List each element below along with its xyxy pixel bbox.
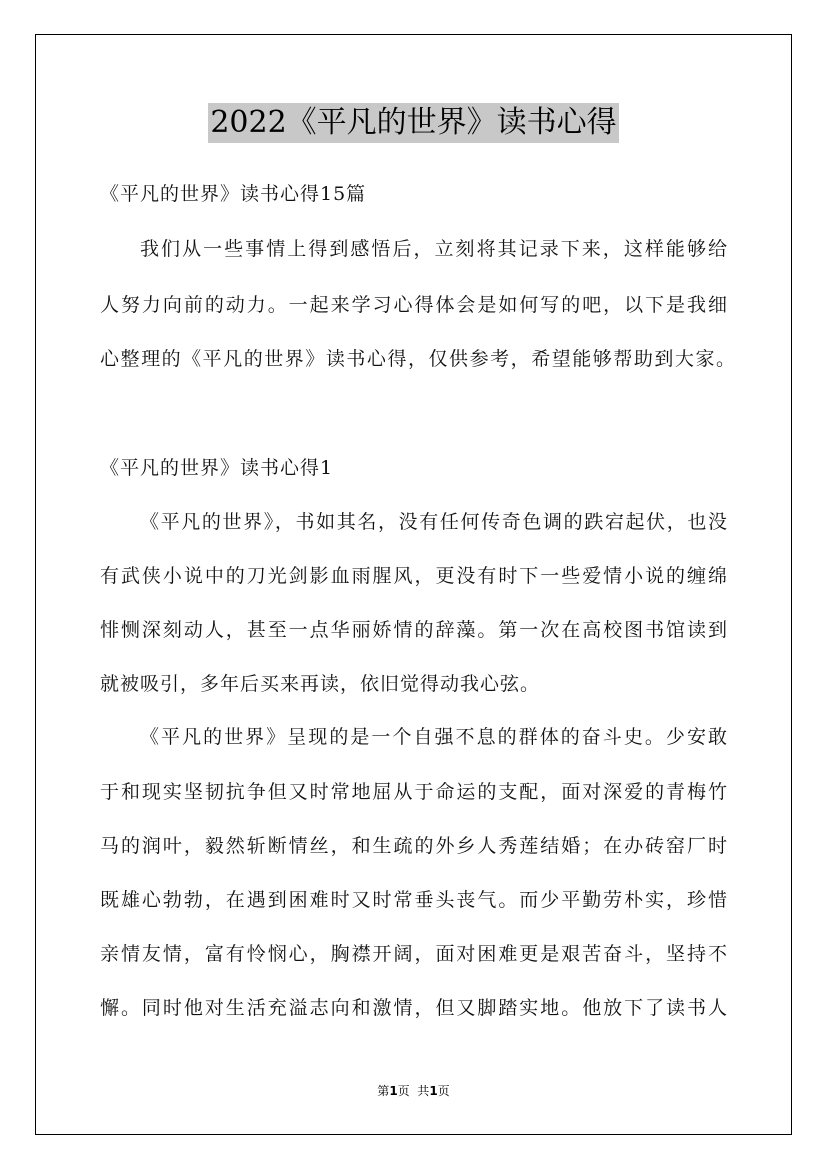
intro-line-1: 我们从一些事情上得到感悟后，立刻将其记录下来，这样能够给: [140, 238, 728, 260]
paragraph2-line-1: 《平凡的世界》呈现的是一个自强不息的群体的奋斗史。少安敢: [140, 726, 728, 748]
paragraph1-line-4: 就被吸引，多年后买来再读，依旧觉得动我心弦。: [100, 673, 541, 695]
paragraph2-line-5: 亲情友情，富有怜悯心，胸襟开阔，面对困难更是艰苦奋斗，坚持不: [100, 943, 728, 965]
document-title: 2022《平凡的世界》读书心得: [208, 103, 618, 143]
subtitle: 《平凡的世界》读书心得15篇: [100, 183, 367, 205]
section-heading: 《平凡的世界》读书心得1: [100, 457, 334, 479]
document-title-row: [0, 103, 827, 148]
paragraph2-line-4: 既雄心勃勃，在遇到困难时又时常垂头丧气。而少平勤劳朴实，珍惜: [100, 889, 728, 911]
intro-line-3: 心整理的《平凡的世界》读书心得，仅供参考，希望能够帮助到大家。: [100, 348, 736, 370]
paragraph1-line-3: 悱恻深刻动人，甚至一点华丽娇情的辞藻。第一次在高校图书馆读到: [100, 619, 728, 641]
page-footer: [0, 1082, 827, 1100]
paragraph2-line-6: 懈。同时他对生活充溢志向和激情，但又脚踏实地。他放下了读书人: [100, 997, 728, 1019]
intro-line-2: 人努力向前的动力。一起来学习心得体会是如何写的吧，以下是我细: [100, 294, 728, 316]
paragraph2-line-2: 于和现实坚韧抗争但又时常地屈从于命运的支配，面对深爱的青梅竹: [100, 781, 728, 803]
paragraph2-line-3: 马的润叶，毅然斩断情丝，和生疏的外乡人秀莲结婚；在办砖窑厂时: [100, 835, 728, 857]
footer-page-number: 1: [389, 1084, 398, 1098]
paragraph1-line-2: 有武侠小说中的刀光剑影血雨腥风，更没有时下一些爱情小说的缠绵: [100, 565, 728, 587]
footer-middle: 页 共: [397, 1084, 430, 1098]
footer-total-pages: 1: [429, 1084, 438, 1098]
footer-prefix: 第: [377, 1084, 390, 1098]
footer-suffix: 页: [437, 1084, 450, 1098]
paragraph1-line-1: 《平凡的世界》，书如其名，没有任何传奇色调的跌宕起伏，也没: [140, 511, 728, 533]
